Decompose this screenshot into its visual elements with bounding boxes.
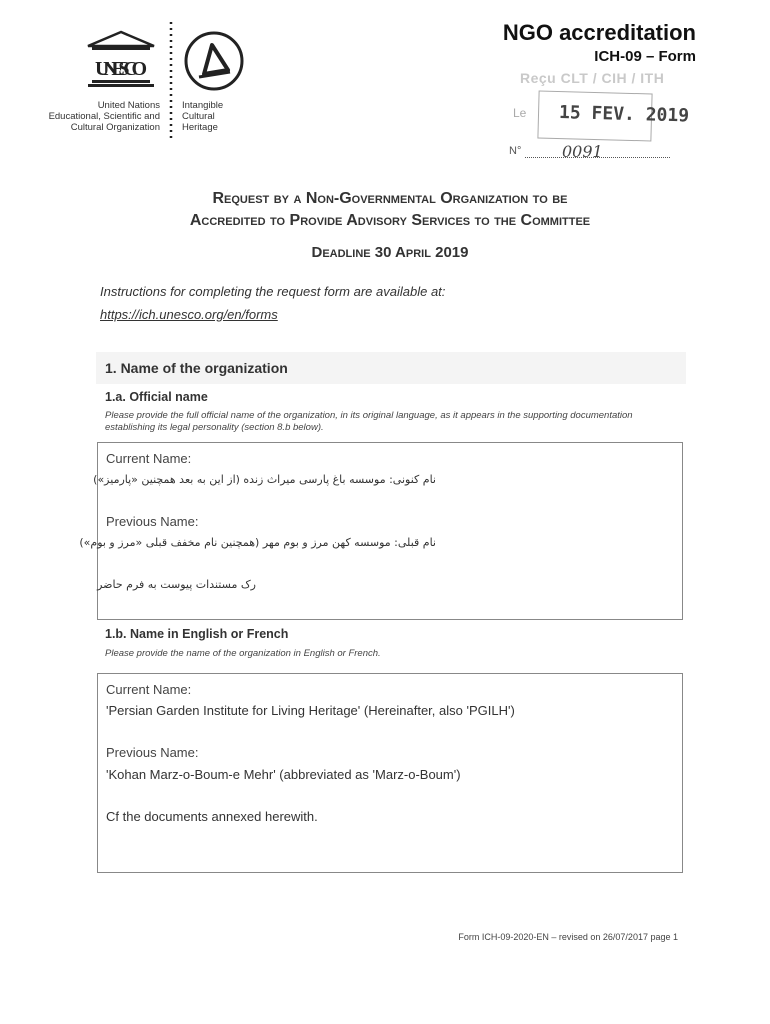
previous-name-label: Previous Name: [106,514,199,529]
official-name-instruction: Please provide the full official name of the organization, in its original language, as it appears in the supporting documentation establishing its legal personality (section 8.b below). [105,410,633,433]
previous-name-label: Previous Name: [106,745,199,760]
current-name-label: Current Name: [106,682,192,697]
page-footer: Form ICH-09-2020-EN – revised on 26/07/2017 page 1 [458,932,678,942]
stamp-date: 15 FEV. 2019 [558,102,690,127]
english-name-field[interactable] [97,673,683,873]
unesco-caption-line: Cultural Organization [70,122,160,133]
unesco-logo [86,30,156,88]
official-name-field[interactable] [79,442,683,620]
annex-note: Cf the documents annexed herewith. [106,809,318,824]
instructions-link[interactable]: https://ich.unesco.org/en/forms [100,307,278,322]
ngo-accreditation-title: NGO accreditation [502,20,696,45]
form-code: ICH-09 – Form [594,48,696,65]
current-name-value: نام کنونی: موسسه باغ پارسی میراث زنده (از این به بعد همچنین «پارمیز») [93,473,436,486]
unesco-caption-line: Educational, Scientific and [48,111,160,122]
current-name-value: 'Persian Garden Institute for Living Heritage' (Hereinafter, also 'PGILH') [106,703,515,718]
unesco-caption [30,100,160,133]
stamp-le-label: Le [513,106,527,120]
ich-logo [182,30,246,92]
english-name-heading: 1.b. Name in English or French [105,627,289,641]
unesco-wordmark: UNESCO [95,58,147,80]
stamp-number-label: N° [509,145,522,157]
dotted-divider [168,22,174,140]
english-name-instruction: Please provide the name of the organization in English or French. [105,648,381,659]
received-stamp-text: Reçu CLT / CIH / ITH [520,70,665,86]
ich-caption-line: Intangible [182,100,224,111]
official-name-heading: 1.a. Official name [105,390,208,404]
ich-caption-line: Cultural [182,111,215,122]
current-name-label: Current Name: [106,451,192,466]
stamp-number-value: 0091 [562,142,603,161]
document-title [60,188,720,232]
deadline: Deadline 30 April 2019 [311,244,469,261]
ich-caption [182,100,223,133]
previous-name-value: 'Kohan Marz-o-Boum-e Mehr' (abbreviated as 'Marz-o-Boum') [106,767,461,782]
document-title-line: Request by a Non-Governmental Organization to be [212,190,568,207]
date-stamp [537,91,690,142]
ich-caption-line: Heritage [182,122,218,133]
document-title-line: Accredited to Provide Advisory Services to the Committee [189,212,591,229]
annex-note: رک مستندات پیوست به فرم حاضر [97,578,256,591]
previous-name-value: نام قبلی: موسسه کهن مرز و بوم مهر (همچنین نام مخفف قبلی «مرز و بوم») [79,536,436,549]
unesco-caption-line: United Nations [97,100,160,111]
instructions-text: Instructions for completing the request form are available at: [100,284,446,299]
section-1-heading: 1. Name of the organization [105,360,288,376]
